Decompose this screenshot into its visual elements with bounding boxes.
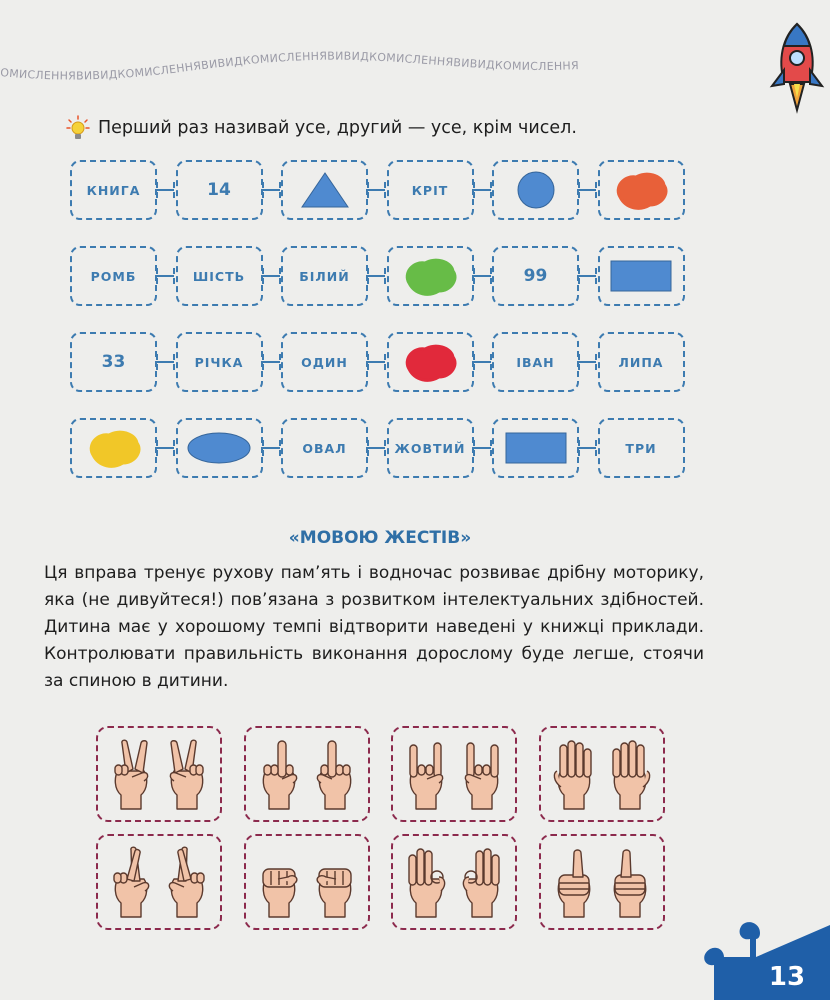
index-hand-icon (312, 737, 358, 811)
ok-hand-icon (403, 845, 449, 919)
grid-cell-word: ОВАЛ (302, 440, 347, 456)
palm-hand-icon (551, 737, 597, 811)
scribble-shape-icon (79, 425, 149, 471)
ok-hand-icon (459, 845, 505, 919)
grid-cell (176, 332, 263, 392)
grid-cell (387, 160, 474, 220)
rectangle-shape-icon (606, 253, 676, 299)
instruction-line (66, 114, 706, 142)
cell-connector (579, 189, 596, 191)
cell-connector (474, 447, 491, 449)
header-wave-text: ОМИСЛЕННЯВИВИДКОМИСЛЕННЯВИВИДКОМИСЛЕННЯВИВИДКОМИСЛЕННЯВИВИДКОМИСЛЕННЯ (0, 49, 580, 83)
rocket-icon (766, 20, 828, 115)
crossed-hand-icon (108, 845, 154, 919)
page-number: 13 (768, 962, 806, 992)
grid-cell-number: 33 (101, 352, 126, 372)
section-body-text: Ця вправа тренує рухову пам’ять і водночас розвиває дрібну моторику, яка (не дивуйтеся!) пов’язана з розвитком інтелектуальних здібностей. Дитина має у хорошому темпі відтворити наведені у книжці приклади. Контролювати правильність виконання дорослому буде легше, стоячи за спиною в дитини. (44, 563, 704, 691)
cell-connector (368, 189, 385, 191)
grid-cell-word: РІЧКА (194, 354, 244, 370)
gesture-cards (96, 726, 666, 926)
grid-cell (598, 160, 685, 220)
open-palm-gesture-card (539, 726, 665, 822)
cell-connector (368, 361, 385, 363)
grid-cell-word: ЛИПА (618, 354, 664, 370)
cell-connector (263, 361, 280, 363)
grid-cell (176, 246, 263, 306)
crossed-fingers-gesture-card (96, 834, 222, 930)
cell-connector (157, 447, 174, 449)
horns-gesture-card (391, 726, 517, 822)
cell-connector (474, 189, 491, 191)
horns-hand-icon (459, 737, 505, 811)
grid-cell (176, 418, 263, 478)
grid-cell (492, 418, 579, 478)
index-point-gesture-card (244, 726, 370, 822)
thumb-hand-icon (551, 845, 597, 919)
scribble-shape-icon (606, 167, 676, 213)
grid-cell-word: КРІТ (411, 182, 449, 198)
grid-cell-word: ШІСТЬ (192, 268, 246, 284)
grid-cell (281, 332, 368, 392)
grid-cell-word: ТРИ (625, 440, 657, 456)
fist-gesture-card (244, 834, 370, 930)
scribble-shape-icon (395, 339, 465, 385)
thumbs-up-gesture-card (539, 834, 665, 930)
cell-connector (579, 361, 596, 363)
ok-gesture-card (391, 834, 517, 930)
grid-cell-number: 99 (523, 266, 548, 286)
lightbulb-icon (66, 115, 90, 141)
grid-cell (387, 418, 474, 478)
instruction-text: Перший раз називай усе, другий — усе, крім чисел. (98, 118, 577, 138)
horns-hand-icon (403, 737, 449, 811)
cell-connector (157, 189, 174, 191)
cell-connector (368, 447, 385, 449)
cell-connector (579, 447, 596, 449)
victory-hand-icon (108, 737, 154, 811)
cell-connector (157, 361, 174, 363)
grid-cell (70, 160, 157, 220)
palm-hand-icon (607, 737, 653, 811)
grid-cell (281, 246, 368, 306)
grid-cell (281, 418, 368, 478)
crossed-hand-icon (164, 845, 210, 919)
grid-cell (176, 160, 263, 220)
scribble-shape-icon (395, 253, 465, 299)
cell-connector (263, 275, 280, 277)
victory-hand-icon (164, 737, 210, 811)
cell-connector (474, 275, 491, 277)
cell-connector (263, 189, 280, 191)
header-wave-decoration (0, 44, 770, 94)
thumb-hand-icon (607, 845, 653, 919)
cell-connector (579, 275, 596, 277)
grid-cell (281, 160, 368, 220)
cell-connector (157, 275, 174, 277)
grid-cell (492, 246, 579, 306)
grid-cell-word: ЖОВТИЙ (394, 440, 466, 456)
grid-cell-word: ОДИН (301, 354, 348, 370)
grid-cell-word: БІЛИЙ (299, 268, 350, 284)
section-title: «МОВОЮ ЖЕСТІВ» (288, 528, 472, 548)
grid-cell-number: 14 (207, 180, 231, 200)
grid-cell-word: КНИГА (86, 182, 141, 198)
cell-connector (474, 361, 491, 363)
grid-cell-word: РОМБ (90, 268, 137, 284)
rectangle-shape-icon (501, 425, 571, 471)
word-shape-grid (70, 160, 690, 490)
fist-hand-icon (312, 845, 358, 919)
grid-cell (492, 332, 579, 392)
grid-cell (70, 332, 157, 392)
grid-cell-word: ІВАН (516, 354, 555, 370)
cell-connector (368, 275, 385, 277)
grid-cell (492, 160, 579, 220)
triangle-shape-icon (290, 167, 360, 213)
cell-connector (263, 447, 280, 449)
ellipse-shape-icon (184, 425, 254, 471)
circle-shape-icon (501, 167, 571, 213)
grid-cell (387, 246, 474, 306)
grid-cell (70, 246, 157, 306)
grid-cell (70, 418, 157, 478)
index-hand-icon (256, 737, 302, 811)
grid-cell (598, 418, 685, 478)
victory-gesture-card (96, 726, 222, 822)
grid-cell (387, 332, 474, 392)
grid-cell (598, 332, 685, 392)
fist-hand-icon (256, 845, 302, 919)
grid-cell (598, 246, 685, 306)
